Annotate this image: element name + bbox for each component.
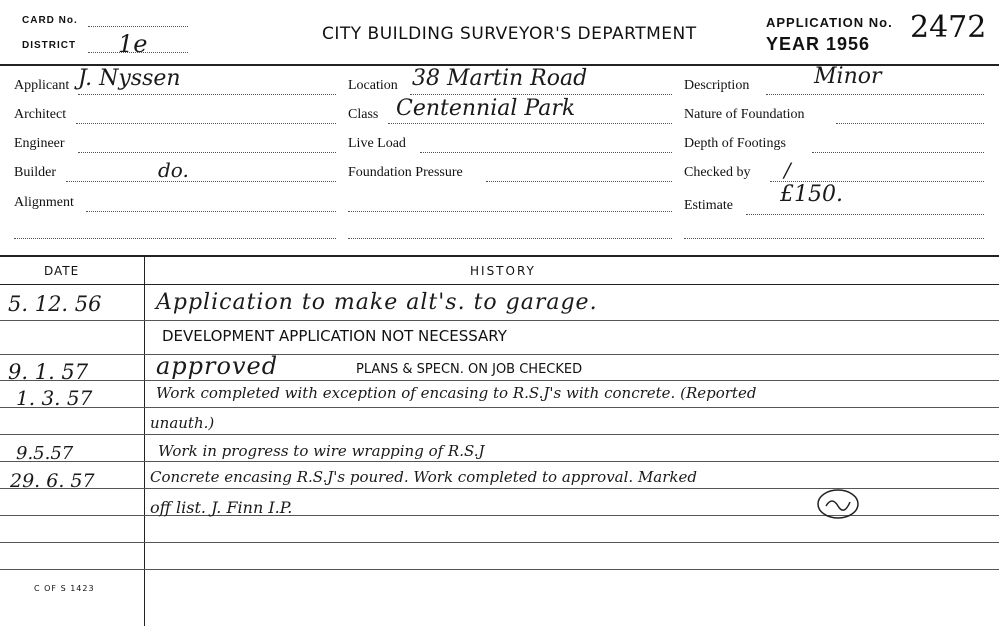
applicant-line xyxy=(78,94,336,95)
architect-line xyxy=(76,123,336,124)
ruled-line xyxy=(0,380,999,381)
initials-stamp-icon xyxy=(814,484,864,524)
builder-value: do. xyxy=(158,158,189,182)
history-text: Application to make alt's. to garage. xyxy=(156,290,598,315)
foundation-pressure-label: Foundation Pressure xyxy=(348,165,463,180)
estimate-value: £150. xyxy=(780,182,843,207)
history-text: off list. J. Finn I.P. xyxy=(150,498,293,517)
form-number: C OF S 1423 xyxy=(34,584,95,593)
application-number: 2472 xyxy=(910,10,987,45)
history-text: Work in progress to wire wrapping of R.S.J xyxy=(158,442,485,460)
history-text: approved xyxy=(156,352,279,380)
application-label: APPLICATION No. xyxy=(766,15,893,30)
estimate-line xyxy=(746,214,984,215)
table-header-divider xyxy=(0,284,999,285)
class-label: Class xyxy=(348,107,379,122)
estimate-label: Estimate xyxy=(684,198,733,213)
history-text: Work completed with exception of encasing to R.S.J's with concrete. (Reported xyxy=(156,384,757,402)
col2-line-6 xyxy=(348,238,672,239)
location-label: Location xyxy=(348,78,398,93)
ruled-line xyxy=(0,569,999,570)
history-date: 9. 1. 57 xyxy=(8,360,89,384)
engineer-label: Engineer xyxy=(14,136,65,151)
applicant-value: J. Nyssen xyxy=(78,66,181,91)
alignment-label: Alignment xyxy=(14,195,74,210)
history-header: HISTORY xyxy=(470,264,536,278)
description-label: Description xyxy=(684,78,750,93)
ruled-line xyxy=(0,434,999,435)
ruled-line xyxy=(0,320,999,321)
class-value: Centennial Park xyxy=(396,96,576,121)
location-value: 38 Martin Road xyxy=(412,66,588,91)
foundation-pressure-line xyxy=(486,181,672,182)
checked-by-label: Checked by xyxy=(684,165,751,180)
live-load-line xyxy=(420,152,672,153)
builder-line xyxy=(66,181,336,182)
year-label: YEAR 1956 xyxy=(766,34,871,54)
history-date: 29. 6. 57 xyxy=(10,470,95,492)
history-stamp: DEVELOPMENT APPLICATION NOT NECESSARY xyxy=(162,327,507,345)
history-date: 5. 12. 56 xyxy=(8,292,102,316)
district-label: DISTRICT xyxy=(22,40,77,51)
date-header: DATE xyxy=(44,264,80,278)
ruled-line xyxy=(0,354,999,355)
history-text: unauth.) xyxy=(150,414,215,432)
col3-line-6 xyxy=(684,238,984,239)
history-date: 9.5.57 xyxy=(16,443,74,464)
history-text: Concrete encasing R.S.J's poured. Work completed to approval. Marked xyxy=(150,468,697,486)
description-value: Minor xyxy=(814,64,882,89)
nature-of-foundation-line xyxy=(836,123,984,124)
nature-of-foundation-label: Nature of Foundation xyxy=(684,107,805,122)
depth-of-footings-label: Depth of Footings xyxy=(684,136,786,151)
date-column-divider xyxy=(144,256,145,626)
ruled-line xyxy=(0,407,999,408)
district-value: 1e xyxy=(118,30,148,58)
ruled-line xyxy=(0,461,999,462)
ruled-line xyxy=(0,542,999,543)
description-line xyxy=(766,94,984,95)
card-no-line xyxy=(88,26,188,27)
department-title: CITY BUILDING SURVEYOR'S DEPARTMENT xyxy=(322,24,697,44)
live-load-label: Live Load xyxy=(348,136,406,151)
class-line xyxy=(388,123,672,124)
alignment-line-2 xyxy=(14,238,336,239)
applicant-label: Applicant xyxy=(14,78,70,93)
col2-line-5 xyxy=(348,211,672,212)
alignment-line xyxy=(86,211,336,212)
card-no-label: CARD No. xyxy=(22,15,78,26)
checked-by-value: / xyxy=(784,158,791,182)
history-stamp: PLANS & SPECN. ON JOB CHECKED xyxy=(356,362,583,377)
history-date: 1. 3. 57 xyxy=(16,386,93,410)
location-line xyxy=(410,94,672,95)
architect-label: Architect xyxy=(14,107,67,122)
builder-label: Builder xyxy=(14,165,56,180)
depth-of-footings-line xyxy=(812,152,984,153)
engineer-line xyxy=(78,152,336,153)
fields-divider xyxy=(0,255,999,257)
